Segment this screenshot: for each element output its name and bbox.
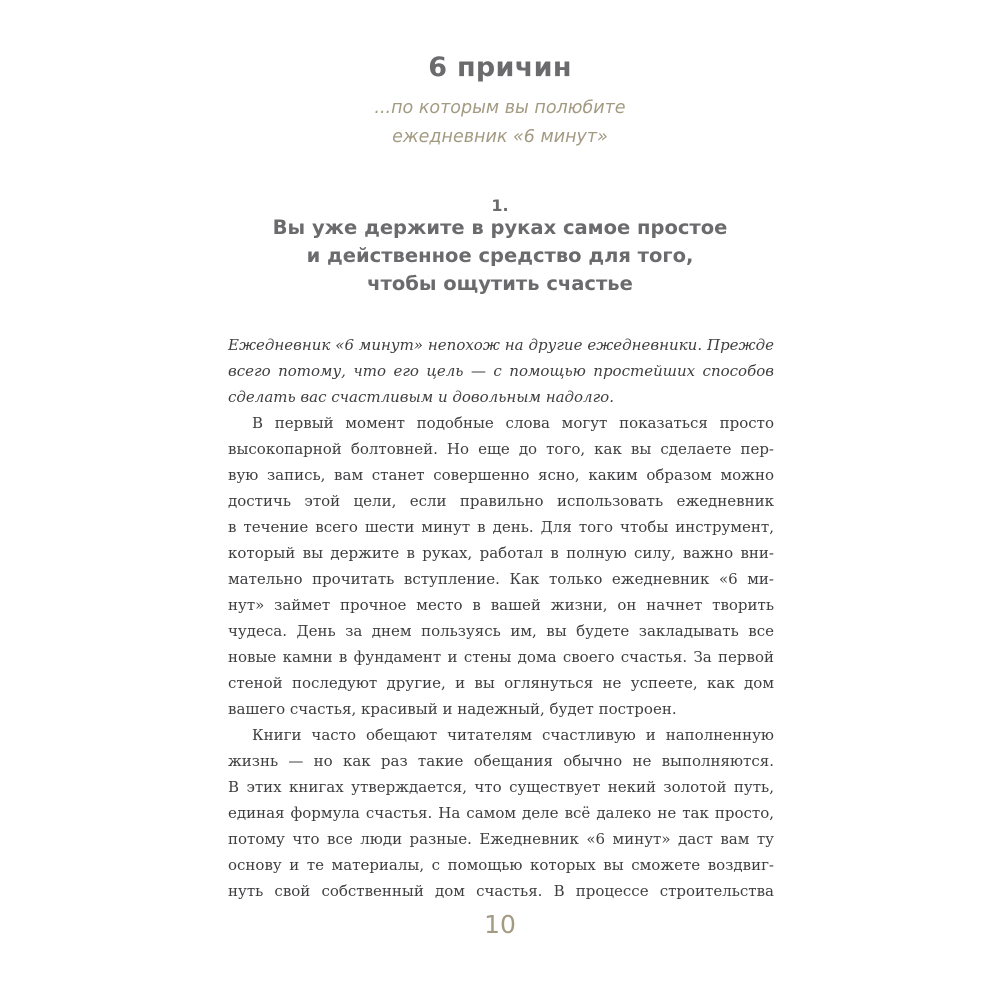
text-line: потому что все люди разные. Ежедневник «6 минут» даст вам ту <box>228 830 774 848</box>
text-line: высокопарной болтовней. Но еще до того, как вы сделаете пер- <box>228 440 774 458</box>
subtitle-line: ...по которым вы полюбите <box>374 98 626 118</box>
text-line: основу и те материалы, с помощью которых вы сможете воздвиг- <box>228 856 774 874</box>
text-line: сделать вас счастливым и довольным надолго. <box>228 388 614 406</box>
text-line: вашего счастья, красивый и надежный, будет построен. <box>228 700 677 718</box>
text-line: в течение всего шести минут в день. Для того чтобы инструмент, <box>228 518 774 536</box>
intro-paragraph <box>228 332 774 410</box>
page-number: 10 <box>484 910 516 939</box>
text-line: мательно прочитать вступление. Как только ежедневник «6 ми- <box>228 570 774 588</box>
section-heading-line: и действенное средство для того, <box>306 244 694 267</box>
text-line: новые камни в фундамент и стены дома своего счастья. За первой <box>228 648 774 666</box>
section-number: 1. <box>491 196 509 215</box>
section-heading-line: чтобы ощутить счастье <box>367 272 633 295</box>
text-line: В этих книгах утверждается, что существует некий золотой путь, <box>228 778 774 796</box>
text-line: Книги часто обещают читателям счастливую и наполненную <box>252 726 774 744</box>
body-text <box>228 332 774 904</box>
text-line: чудеса. День за днем пользуясь им, вы будете закладывать все <box>228 622 774 640</box>
section-heading <box>0 214 1000 298</box>
text-line: Ежедневник «6 минут» непохож на другие ежедневники. Прежде <box>228 336 774 354</box>
text-line: нуть свой собственный дом счастья. В процессе строительства <box>228 882 774 900</box>
text-line: нут» займет прочное место в вашей жизни, он начнет творить <box>228 596 774 614</box>
text-line: достичь этой цели, если правильно использовать ежедневник <box>228 492 774 510</box>
subtitle-line: ежедневник «6 минут» <box>392 127 608 147</box>
text-line: жизнь — но как раз такие обещания обычно не выполняются. <box>228 752 774 770</box>
text-line: единая формула счастья. На самом деле всё далеко не так просто, <box>228 804 774 822</box>
text-line: В первый момент подобные слова могут показаться просто <box>252 414 774 432</box>
paragraph <box>228 722 774 904</box>
text-line: стеной последуют другие, и вы оглянуться не успеете, как дом <box>228 674 774 692</box>
text-line: всего потому, что его цель — с помощью простейших способов <box>228 362 774 380</box>
page-subtitle <box>0 94 1000 152</box>
section-heading-line: Вы уже держите в руках самое простое <box>272 216 728 239</box>
paragraph <box>228 410 774 722</box>
page-title: 6 причин <box>428 52 572 83</box>
text-line: который вы держите в руках, работал в полную силу, важно вни- <box>228 544 774 562</box>
text-line: вую запись, вам станет совершенно ясно, каким образом можно <box>228 466 774 484</box>
